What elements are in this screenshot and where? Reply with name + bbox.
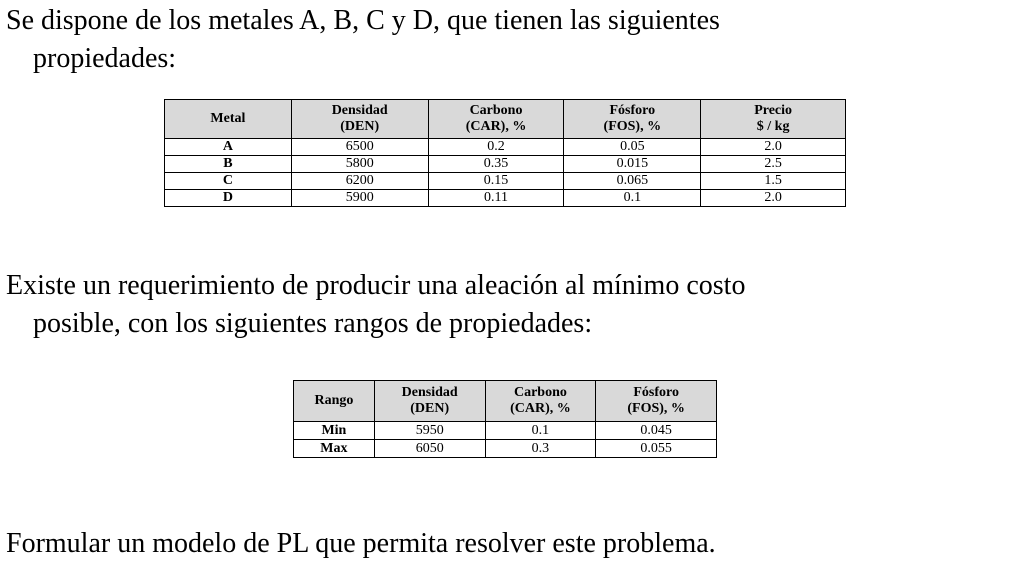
cell-density: 5900 bbox=[291, 190, 428, 207]
cell-metal: B bbox=[165, 156, 292, 173]
table-row bbox=[165, 190, 846, 207]
cell-range: Min bbox=[294, 422, 375, 440]
header-phosphorus: Fósforo (FOS), % bbox=[596, 381, 717, 422]
cell-density: 5800 bbox=[291, 156, 428, 173]
range-table-header bbox=[294, 381, 717, 422]
table-row bbox=[165, 156, 846, 173]
task-line: Formular un modelo de PL que permita resolver este problema. bbox=[6, 528, 716, 559]
table-row bbox=[165, 139, 846, 156]
cell-carbon: 0.1 bbox=[485, 422, 596, 440]
header-price: Precio $ / kg bbox=[701, 100, 846, 139]
table-row bbox=[294, 440, 717, 458]
cell-phosphorus: 0.055 bbox=[596, 440, 717, 458]
cell-carbon: 0.3 bbox=[485, 440, 596, 458]
cell-carbon: 0.15 bbox=[428, 173, 564, 190]
metals-table bbox=[164, 99, 846, 207]
cell-phosphorus: 0.065 bbox=[564, 173, 701, 190]
cell-phosphorus: 0.05 bbox=[564, 139, 701, 156]
header-metal: Metal bbox=[165, 100, 292, 139]
cell-carbon: 0.2 bbox=[428, 139, 564, 156]
cell-range: Max bbox=[294, 440, 375, 458]
requirement-paragraph bbox=[6, 267, 745, 343]
cell-metal: A bbox=[165, 139, 292, 156]
header-phosphorus: Fósforo (FOS), % bbox=[564, 100, 701, 139]
cell-metal: C bbox=[165, 173, 292, 190]
header-density: Densidad (DEN) bbox=[291, 100, 428, 139]
cell-price: 2.0 bbox=[701, 139, 846, 156]
cell-density: 6500 bbox=[291, 139, 428, 156]
metals-table-header bbox=[165, 100, 846, 139]
range-table bbox=[293, 380, 717, 458]
cell-phosphorus: 0.1 bbox=[564, 190, 701, 207]
cell-price: 1.5 bbox=[701, 173, 846, 190]
table-row bbox=[294, 422, 717, 440]
intro-line-2: propiedades: bbox=[33, 43, 177, 74]
table-row bbox=[165, 173, 846, 190]
cell-price: 2.0 bbox=[701, 190, 846, 207]
cell-phosphorus: 0.045 bbox=[596, 422, 717, 440]
intro-paragraph bbox=[6, 2, 720, 78]
requirement-line-1: Existe un requerimiento de producir una aleación al mínimo costo bbox=[6, 270, 746, 301]
header-carbon: Carbono (CAR), % bbox=[428, 100, 564, 139]
cell-density: 6050 bbox=[374, 440, 485, 458]
cell-carbon: 0.11 bbox=[428, 190, 564, 207]
cell-phosphorus: 0.015 bbox=[564, 156, 701, 173]
cell-density: 6200 bbox=[291, 173, 428, 190]
header-carbon: Carbono (CAR), % bbox=[485, 381, 596, 422]
cell-price: 2.5 bbox=[701, 156, 846, 173]
requirement-line-2: posible, con los siguientes rangos de propiedades: bbox=[33, 308, 593, 339]
task-paragraph bbox=[6, 525, 716, 563]
cell-density: 5950 bbox=[374, 422, 485, 440]
header-density: Densidad (DEN) bbox=[374, 381, 485, 422]
cell-metal: D bbox=[165, 190, 292, 207]
header-range: Rango bbox=[294, 381, 375, 422]
intro-line-1: Se dispone de los metales A, B, C y D, que tienen las siguientes bbox=[6, 5, 720, 36]
cell-carbon: 0.35 bbox=[428, 156, 564, 173]
